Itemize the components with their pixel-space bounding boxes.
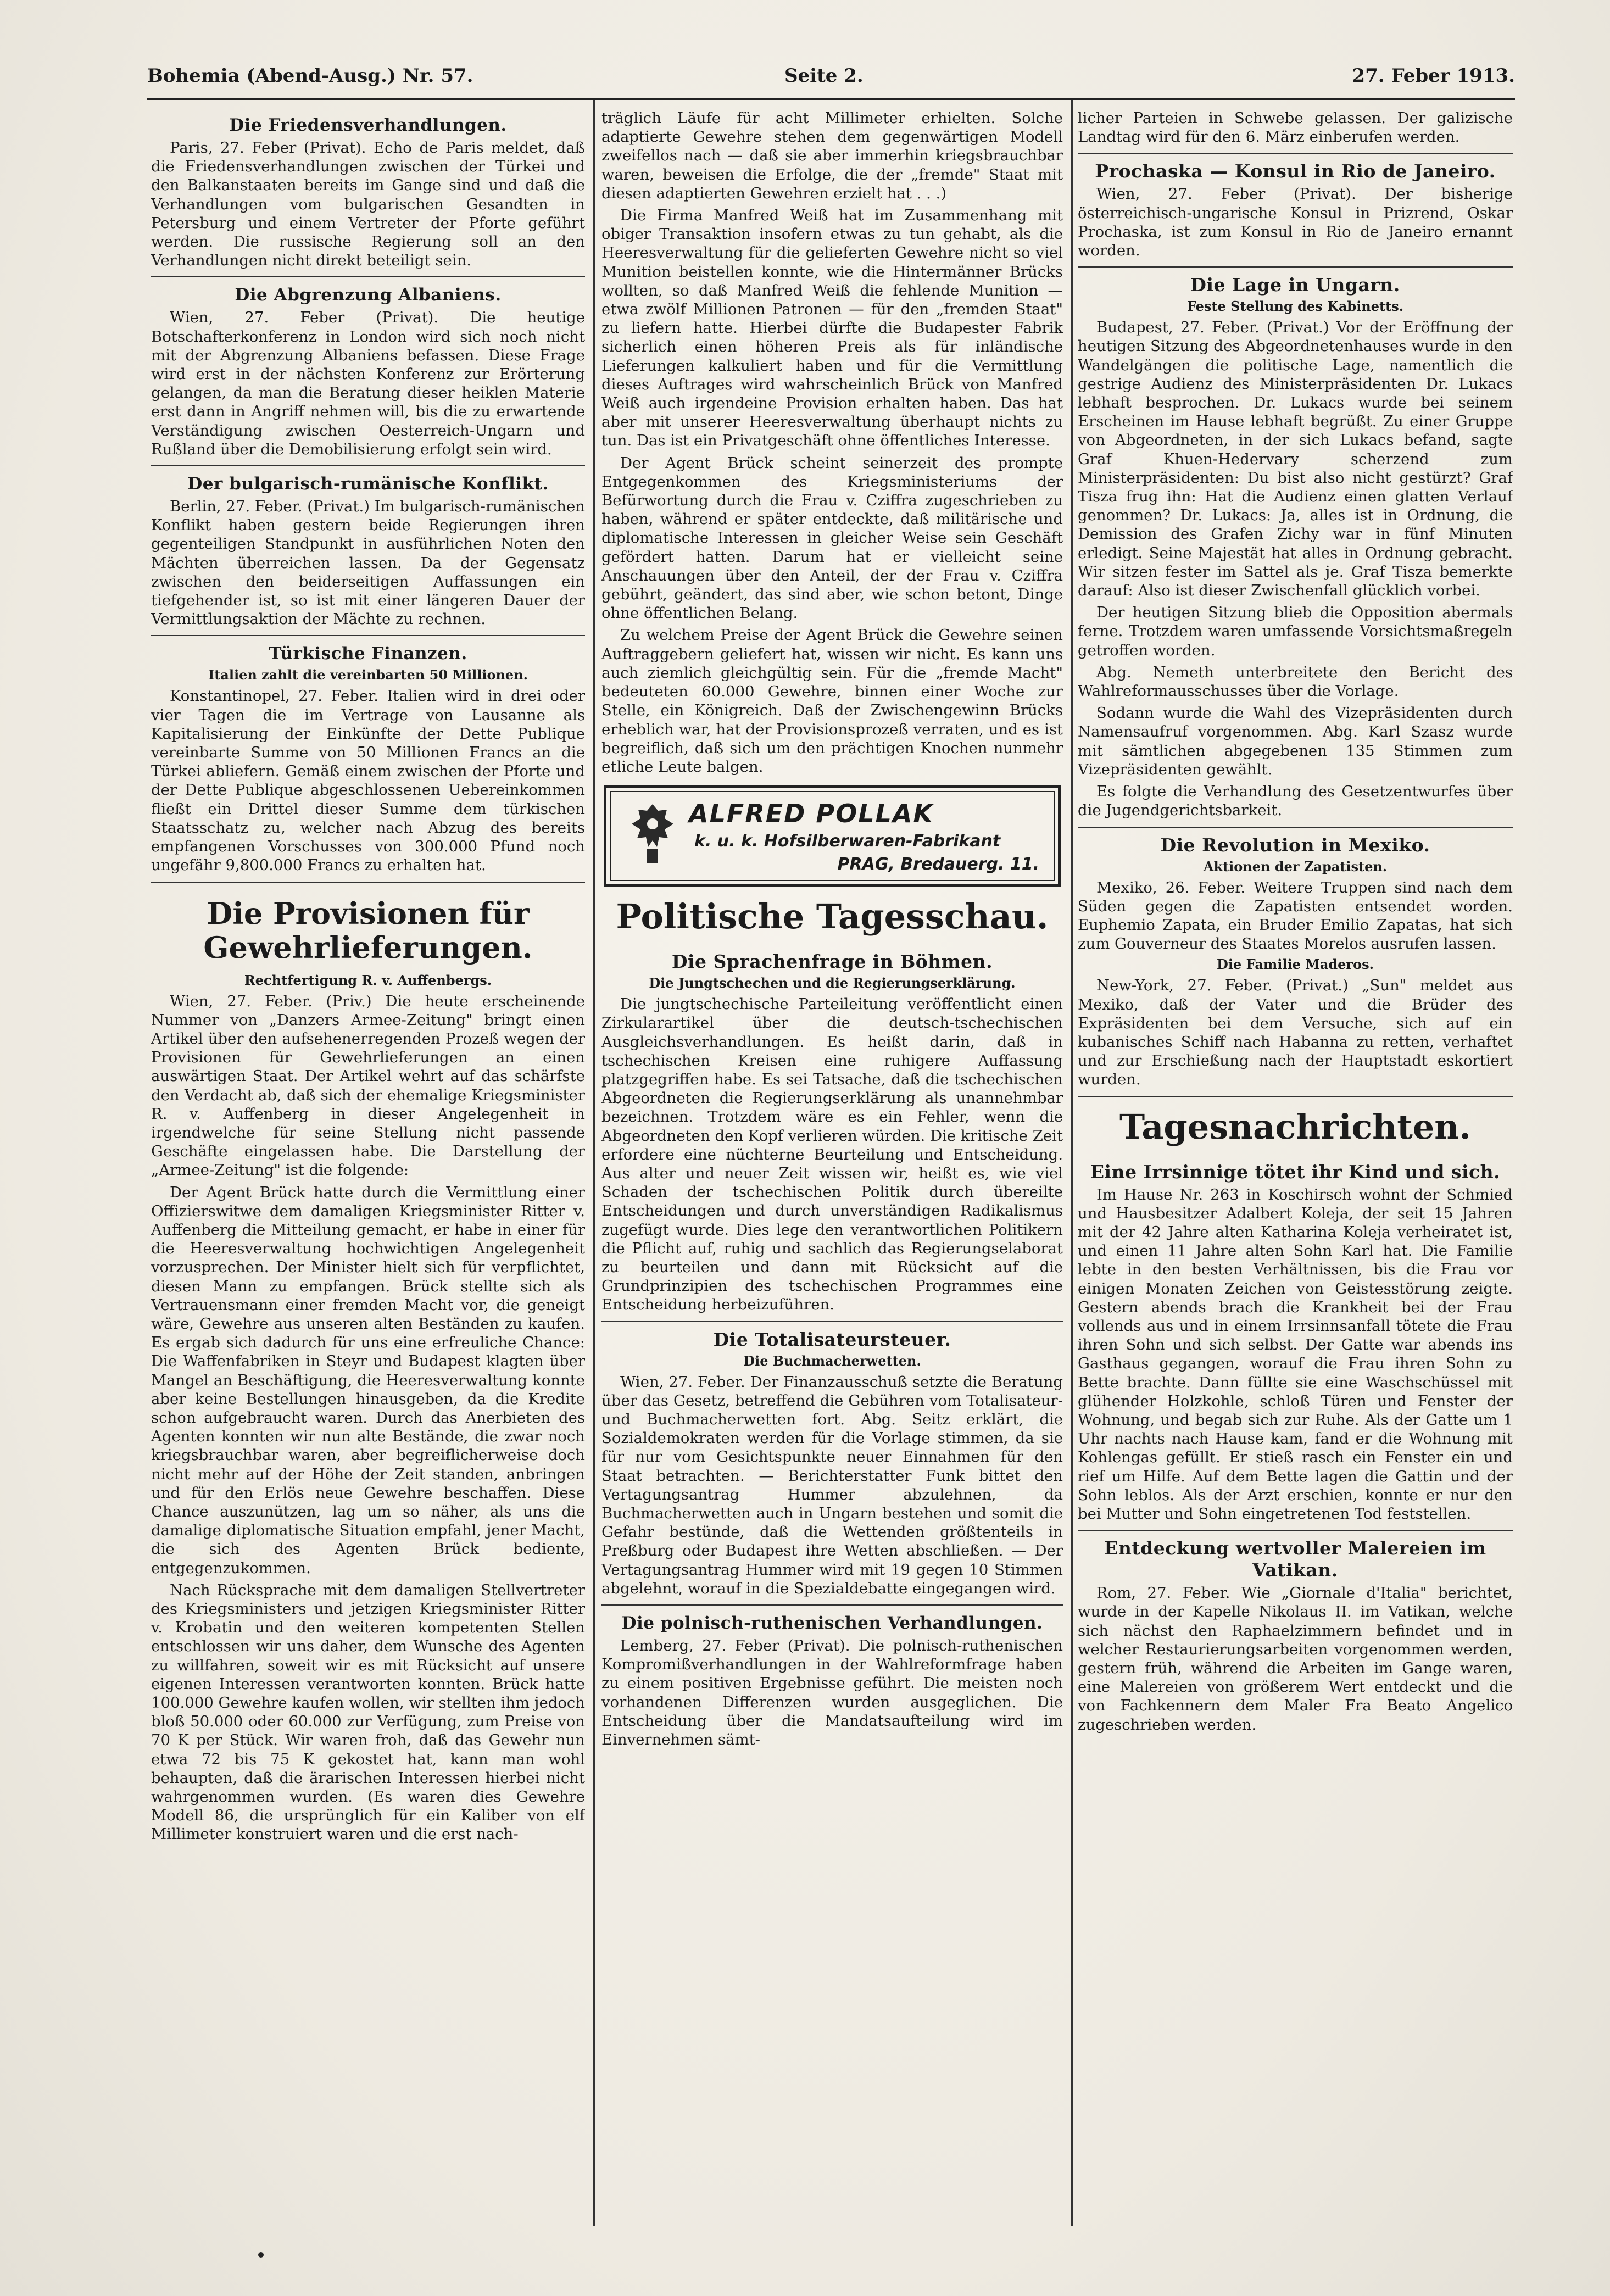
article-title: Prochaska — Konsul in Rio de Janeiro.: [1095, 160, 1496, 182]
column-rule-1: [593, 100, 595, 2226]
article-divider: [1078, 827, 1513, 828]
article-divider: [601, 1604, 1063, 1606]
article-divider: [1078, 1096, 1513, 1097]
article-paragraph: Die jungtschechische Parteileitung veröffentlicht einen Zirkularartikel über die deutsch-tschechischen Ausgleichsverhandlungen. Es heißt darin, daß in tschechischen Kreisen eine ruhigere Auffassung platzgegriffen habe. Es sei Tatsache, daß die tschechischen Abgeordneten die Regierungserklärung als unannehmbar bezeichnen. Trotzdem wäre es ein Fehler, wenn die Abgeordneten den Kopf verlieren würden. Die kritische Zeit erfordere eine nüchterne Beurteilung und Entscheidung. Aus alter und neuer Zeit wissen wir, heißt es, wie viel Schaden der tschechischen Politik durch übereilte Entscheidungen und durch unverständigen Radikalismus zugefügt wurde. Dies lege den verantwortlichen Politikern die Pflicht auf, ruhig und sachlich das Regierungselaborat zu beurteilen und dann mit Rücksicht auf die Grundprinzipien des tschechischen Programmes eine Entscheidung herbeizuführen.: [601, 995, 1063, 1314]
column-1: [151, 109, 585, 2229]
article-title: Der bulgarisch-rumänische Konflikt.: [187, 474, 549, 494]
article-paragraph: Mexiko, 26. Feber. Weitere Truppen sind nach dem Süden gegen die Zapatisten entsendet worden. Euphemio Zapata, ein Bruder Emilio Zapatas, hat sich zum Gouverneur des Staates Morelos ausrufen lassen.: [1078, 878, 1513, 953]
advertisement: [604, 785, 1061, 887]
article-paragraph: licher Parteien in Schwebe gelassen. Der galizische Landtag wird für den 6. März einberufen werden.: [1078, 109, 1513, 146]
article-title: Die polnisch-ruthenischen Verhandlungen.: [621, 1613, 1043, 1633]
article-divider: [151, 465, 585, 466]
ad-company-title: k. u. k. Hofsilberwaren-Fabrikant: [694, 832, 1001, 851]
header-issue: Bohemia (Abend-Ausg.) Nr. 57.: [147, 65, 473, 87]
article-paragraph: Wien, 27. Feber (Privat). Die heutige Botschafterkonferenz in London wird sich noch nicht mit der Abgrenzung Albaniens befassen. Diese Frage wird erst in der nächsten Konferenz zur Erörterung gelangen, da man die Beratung dieser heiklen Materie erst dann in Angriff nehmen will, bis die zu erwartende Verständigung zwischen Oesterreich-Ungarn und Rußland über die Demobilisierung erfolgt sein wird.: [151, 309, 585, 458]
article-title-large: Die Provisionen für Gewehrlieferungen.: [203, 895, 533, 965]
article-title: Die Sprachenfrage in Böhmen.: [671, 951, 993, 973]
article-title: Die Friedensverhandlungen.: [229, 115, 507, 135]
binding-hole-icon: [258, 2252, 264, 2258]
article-divider: [151, 276, 585, 277]
article-divider: [151, 635, 585, 636]
article-subtitle: Die Jungtschechen und die Regierungserklärung.: [649, 975, 1016, 991]
article-title: Entdeckung wertvoller Malereien im Vatikan.: [1104, 1537, 1486, 1581]
article-paragraph: Rom, 27. Feber. Wie „Giornale d'Italia" berichtet, wurde in der Kapelle Nikolaus II. im Vatikan, welche sich nächst den Raphaelzimmern befindet und in welcher Restaurierungsarbeiten vorgenommen werden, gestern früh, während die Arbeiten im Gange waren, eine Malereien von größerem Wert entdeckt und die von Fachkennern dem Maler Fra Beato Angelico zugeschrieben werden.: [1078, 1584, 1513, 1734]
column-2: [601, 109, 1063, 2229]
article-paragraph: Wien, 27. Feber. Der Finanzausschuß setzte die Beratung über das Gesetz, betreffend die Gebühren vom Totalisateur- und Buchmacherwetten fort. Abg. Seitz erklärt, die Sozialdemokraten werden für die Vorlage stimmen, da sie für nur vom Gesichtspunkte neuer Einnahmen für den Staat betrachten. — Berichterstatter Funk bittet den Vertagungsantrag Hummer abzulehnen, da Buchmacherwetten auch in Ungarn bestehen und somit die Gefahr bestünde, daß die Wettenden größtenteils in Preßburg oder Budapest ihre Wetten abschließen. — Der Vertagungsantrag Hummer wird mit 19 gegen 10 Stimmen abgelehnt, worauf in die Spezialdebatte eingegangen wird.: [601, 1373, 1063, 1597]
article-paragraph: Nach Rücksprache mit dem damaligen Stellvertreter des Kriegsministers und jetzigen Kriegsminister Ritter v. Krobatin und den weiteren kompetenten Stellen entschlossen wir uns daher, dem Wunsche des Agenten zu willfahren, soweit wir es mit Rücksicht auf unsere eigenen Interessen verantworten konnten. Brück hatte 100.000 Gewehre kaufen wollen, wir stellten ihm jedoch bloß 50.000 oder 60.000 zur Verfügung, zum Preise von 70 K per Stück. Wir waren froh, daß das Gewehr nun etwa 72 bis 75 K gekostet hat, kann man wohl behaupten, daß die ärarischen Interessen hierbei nicht wahrgenommen wurden. (Es waren dies Gewehre Modell 86, die ursprünglich für ein Kaliber von elf Millimeter konstruiert waren und die erst nach-: [151, 1581, 585, 1843]
article-divider: [1078, 1530, 1513, 1531]
column-rule-2: [1071, 100, 1073, 2226]
header-page-number: Seite 2.: [784, 65, 864, 87]
article-divider: [1078, 266, 1513, 268]
column-3: [1078, 109, 1513, 2229]
article-paragraph: Lemberg, 27. Feber (Privat). Die polnisch-ruthenischen Kompromißverhandlungen in der Wahlreformfrage haben zu einem positiven Ergebnisse geführt. Die meisten noch vorhandenen Differenzen wurden ausgeglichen. Die Entscheidung über die Mandatsaufteilung wird im Einvernehmen sämt-: [601, 1637, 1063, 1749]
article-subtitle: Die Familie Maderos.: [1217, 956, 1374, 973]
article-paragraph: Es folgte die Verhandlung des Gesetzentwurfes über die Jugendgerichtsbarkeit.: [1078, 783, 1513, 820]
article-title: Die Abgrenzung Albaniens.: [235, 285, 502, 305]
crest-icon: [625, 802, 680, 868]
article-paragraph: Wien, 27. Feber. (Priv.) Die heute erscheinende Nummer von „Danzers Armee-Zeitung" bringt einen Artikel über den aufsehenerregenden Prozeß wegen der Provisionen für Gewehrlieferungen an einen auswärtigen Staat. Der Artikel wehrt auf das schärfste den Verdacht ab, daß sich der ehemalige Kriegsminister R. v. Auffenberg in dieser Angelegenheit in irgendwelche für seine Stellung nicht passende Geschäfte eingelassen habe. Die Darstellung der „Armee-Zeitung" ist die folgende:: [151, 992, 585, 1179]
header-date: 27. Feber 1913.: [1352, 65, 1515, 87]
section-title: Politische Tagesschau.: [616, 896, 1049, 937]
article-divider: [1078, 153, 1513, 154]
article-paragraph: Zu welchem Preise der Agent Brück die Gewehre seinen Auftraggebern geliefert hat, wissen wir nicht. Es kann uns auch ziemlich gleichgültig sein. Für die „fremde Macht" bedeuteten 60.000 Gewehre, binnen einer Woche zur Stelle, ein Königreich. Daß der Zwischengewinn Brücks erheblich war, hat der Provisionsprozeß verraten, und es ist begreiflich, daß sich um den prächtigen Knochen nunmehr etliche Leute balgen.: [601, 626, 1063, 776]
article-paragraph: Im Hause Nr. 263 in Koschirsch wohnt der Schmied und Hausbesitzer Adalbert Koleja, der seit 15 Jahren mit der 42 Jahre alten Katharina Koleja verheiratet ist, und einen 11 Jahre alten Sohn Karl hat. Die Familie lebte in den besten Verhältnissen, bis die Frau vor einigen Monaten Zeichen von Geistesstörung zeigte. Gestern abends brach die Krankheit bei der Frau vollends aus und in einem Irrsinnsanfall tötete die Frau ihren Sohn und sich selbst. Der Gatte war abends ins Gasthaus gegangen, worauf die Frau ihren Sohn zu Bette brachte. Dann füllte sie eine Waschschüssel mit glühender Holzkohle, schloß Türen und Fenster der Wohnung, und begab sich zur Ruhe. Als der Gatte um 1 Uhr nachts nach Hause kam, fand er die Wohnung mit Kohlengas gefüllt. Er stieß rasch ein Fenster ein und rief um Hilfe. Auf dem Bette lagen die Gattin und der Sohn leblos. Als der Arzt erschien, konnte er nur den bei Mutter und Sohn eingetretenen Tod feststellen.: [1078, 1185, 1513, 1523]
article-subtitle: Feste Stellung des Kabinetts.: [1186, 298, 1404, 315]
ad-company-name: ALFRED POLLAK: [689, 799, 934, 829]
article-paragraph: Konstantinopel, 27. Feber. Italien wird in drei oder vier Tagen die im Vertrage von Lausanne als Kapitalisierung der Einkünfte der Dette Publique vereinbarte Summe von 50 Millionen Francs an die Türkei abliefern. Gemäß einem zwischen der Pforte und der Dette Publique abgeschlossenen Uebereinkommen fließt ein Drittel dieser Summe dem türkischen Staatsschatz zu, welcher nach Abzug des bereits empfangenen Vorschusses von 300.000 Pfund noch ungefähr 9,800.000 Francs zu erhalten hat.: [151, 687, 585, 874]
article-paragraph: Der heutigen Sitzung blieb die Opposition abermals ferne. Trotzdem waren umfassende Vorsichtsmaßregeln getroffen worden.: [1078, 604, 1513, 659]
article-paragraph: Wien, 27. Feber (Privat). Der bisherige österreichisch-ungarische Konsul in Prizrend, Oskar Prochaska, ist zum Konsul in Rio de Janeiro ernannt worden.: [1078, 185, 1513, 260]
article-paragraph: Berlin, 27. Feber. (Privat.) Im bulgarisch-rumänischen Konflikt haben gestern beide Regierungen ihren gegenteiligen Standpunkt in ausführlichen Noten den Mächten überreichen lassen. Da der Gegensatz zwischen den beiderseitigen Auffassungen ein tiefgehender ist, so ist mit einer längeren Dauer der Vermittlungsaktion der Mächte zu rechnen.: [151, 498, 585, 628]
article-paragraph: New-York, 27. Feber. (Privat.) „Sun" meldet aus Mexiko, daß der Vater und die Brüder des Expräsidenten bei dem Versuche, sich auf ein kubanisches Schiff nach Habanna zu retten, verhaftet und zur Erschießung nach der Hauptstadt eskortiert wurden.: [1078, 977, 1513, 1089]
article-divider: [601, 1321, 1063, 1322]
article-title: Die Totalisateursteuer.: [713, 1328, 951, 1350]
article-title: Die Revolution in Mexiko.: [1160, 834, 1430, 856]
article-paragraph: Paris, 27. Feber (Privat). Echo de Paris meldet, daß die Friedensverhandlungen zwischen der Türkei und den Balkanstaaten bereits im Gange sind und daß die Verhandlungen vom bulgarischen Gesandten in Petersburg und einem Vertreter der Pforte geführt werden. Die russische Regierung soll an den Verhandlungen nicht direkt beteiligt sein.: [151, 139, 585, 270]
article-title: Türkische Finanzen.: [269, 644, 467, 664]
article-subtitle: Die Buchmacherwetten.: [743, 1352, 921, 1369]
article-divider: [151, 882, 585, 883]
article-paragraph: träglich Läufe für acht Millimeter erhielten. Solche adaptierte Gewehre stehen dem gegenwärtigen Modell zweifellos nach — daß sie aber immerhin kriegsbrauchbar waren, beweisen die Erfolge, die der „fremde" Staat mit diesen adaptierten Gewehren erzielt hat . . .): [601, 109, 1063, 202]
section-title: Tagesnachrichten.: [1119, 1106, 1471, 1147]
article-title: Eine Irrsinnige tötet ihr Kind und sich.: [1090, 1161, 1501, 1183]
article-subtitle: Italien zahlt die vereinbarten 50 Millionen.: [208, 667, 528, 683]
article-paragraph: Sodann wurde die Wahl des Vizepräsidenten durch Namensaufruf vorgenommen. Abg. Karl Szasz wurde mit sämtlichen abgegebenen 135 Stimmen zum Vizepräsidenten gewählt.: [1078, 704, 1513, 778]
running-header: [147, 65, 1515, 98]
article-paragraph: Budapest, 27. Feber. (Privat.) Vor der Eröffnung der heutigen Sitzung des Abgeordnetenhauses wurde in den Wandelgängen die politische Lage, namentlich die gestrige Audienz des Ministerpräsidenten Dr. Lukacs lebhaft besprochen. Dr. Lukacs wurde bei seinem Erscheinen im Hause lebhaft begrüßt. Zu einer Gruppe von Abgeordneten, in der sich Lukacs befand, sagte Graf Khuen-Hedervary scherzend zum Ministerpräsidenten: Du bist also nicht gestürzt? Graf Tisza frug ihn: Hat die Audienz einen glatten Verlauf genommen? Dr. Lukacs: Ja, alles ist in Ordnung, die Demission des Grafen Zichy war in fünf Minuten erledigt. Seine Majestät hat alles in Ordnung gebracht. Wir sitzen fester im Sattel als je. Graf Tisza bemerkte darauf: Also ist dieser Zwischenfall glücklich vorbei.: [1078, 319, 1513, 600]
article-paragraph: Die Firma Manfred Weiß hat im Zusammenhang mit obiger Transaktion insofern etwas zu tun gehabt, als die Heeresverwaltung für die gelieferten Gewehre nicht so viel Munition beistellen konnte, wie die Hintermänner Brücks wollten, so daß Manfred Weiß die fehlende Munition — etwa zwölf Millionen Patronen — für den „fremden Staat" zu liefern hatte. Hierbei dürfte die Budapester Fabrik sicherlich einen höheren Preis als für inländische Lieferungen kalkuliert haben und für die Vermittlung dieses Auftrages wird wahrscheinlich Brück von Manfred Weiß auch irgendeine Provision erhalten haben. Das hat aber mit unserer Heeresverwaltung überhaupt nichts zu tun. Das ist ein Privatgeschäft ohne öffentliches Interesse.: [601, 207, 1063, 450]
article-subtitle: Aktionen der Zapatisten.: [1203, 858, 1388, 874]
article-paragraph: Der Agent Brück scheint seinerzeit des prompte Entgegenkommen des Kriegsministeriums der Befürwortung durch die Frau v. Cziffra zugeschrieben zu haben, während er später entdeckte, daß militärische und diplomatische Interessen in gleicher Weise sein Geschäft gefördert hatten. Darum hat er vielleicht seine Anschauungen über den Anteil, der der Frau v. Cziffra gebührt, geändert, das sind aber, wie schon betont, Dinge ohne öffentlichen Belang.: [601, 454, 1063, 622]
article-title: Die Lage in Ungarn.: [1190, 274, 1400, 296]
article-paragraph: Der Agent Brück hatte durch die Vermittlung einer Offizierswitwe dem damaligen Kriegsminister Ritter v. Auffenberg die Mitteilung gemacht, er habe in einer für die Heeresverwaltung hochwichtigen Angelegenheit vorzusprechen. Der Minister hielt sich für verpflichtet, diesen Mann zu empfangen. Brück stellte sich als Vertrauensmann einer fremden Macht vor, die geneigt wäre, Gewehre aus unseren alten Beständen zu kaufen. Es ergab sich dadurch für uns eine erfreuliche Chance: Die Waffenfabriken in Steyr und Budapest klagten über Mangel an Beschäftigung, die Heeresverwaltung konnte aber keine Bestellungen hinausgeben, da die Kredite schon aufgebraucht waren. Durch das Anerbieten des Agenten konnten wir nun alte Bestände, die zwar noch kriegsbrauchbar waren, aber begreiflicherweise doch nicht mehr auf der Höhe der Zeit standen, anbringen und für den Erlös neue Gewehre beschaffen. Diese Chance auszunützen, lag um so näher, als uns die damalige diplomatische Situation empfahl, jener Macht, die sich des Agenten Brück bediente, entgegenzukommen.: [151, 1183, 585, 1577]
ad-address: PRAG, Bredauerg. 11.: [837, 855, 1039, 874]
article-subtitle: Rechtfertigung R. v. Auffenbergs.: [244, 972, 492, 988]
article-paragraph: Abg. Nemeth unterbreitete den Bericht des Wahlreformausschusses über die Vorlage.: [1078, 663, 1513, 700]
header-rule: [147, 98, 1515, 100]
